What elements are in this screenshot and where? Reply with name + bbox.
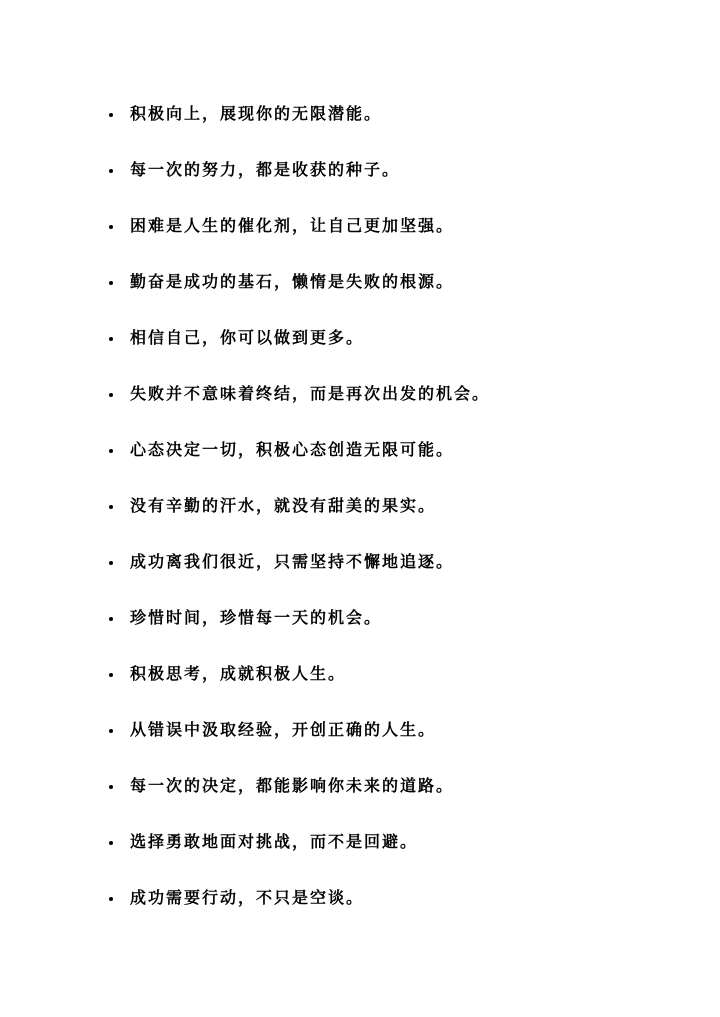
bullet-icon <box>109 673 113 677</box>
bullet-icon <box>109 281 113 285</box>
list-item-text: 成功离我们很近，只需坚持不懈地追逐。 <box>130 552 455 571</box>
list-item-text: 每一次的努力，都是收获的种子。 <box>130 160 401 179</box>
list-item <box>109 478 689 534</box>
list-item <box>109 366 689 422</box>
bullet-icon <box>109 337 113 341</box>
list-item <box>109 758 689 814</box>
bullet-icon <box>109 169 113 173</box>
list-item <box>109 422 689 478</box>
list-item <box>109 590 689 646</box>
list-item-text: 选择勇敢地面对挑战，而不是回避。 <box>130 832 419 851</box>
quote-bullet-list <box>109 86 689 926</box>
list-item-text: 困难是人生的催化剂，让自己更加坚强。 <box>130 216 455 235</box>
list-item-text: 相信自己，你可以做到更多。 <box>130 328 365 347</box>
list-item-text: 勤奋是成功的基石，懒惰是失败的根源。 <box>130 272 455 291</box>
list-item-text: 从错误中汲取经验，开创正确的人生。 <box>130 720 437 739</box>
list-item <box>109 86 689 142</box>
list-item-text: 失败并不意味着终结，而是再次出发的机会。 <box>130 384 491 403</box>
bullet-icon <box>109 505 113 509</box>
list-item-text: 心态决定一切，积极心态创造无限可能。 <box>130 440 455 459</box>
bullet-icon <box>109 393 113 397</box>
list-item-text: 每一次的决定，都能影响你未来的道路。 <box>130 776 455 795</box>
list-item <box>109 198 689 254</box>
bullet-icon <box>109 841 113 845</box>
bullet-icon <box>109 785 113 789</box>
bullet-icon <box>109 561 113 565</box>
list-item-text: 积极思考，成就积极人生。 <box>130 664 347 683</box>
list-item-text: 成功需要行动，不只是空谈。 <box>130 888 365 907</box>
list-item <box>109 310 689 366</box>
bullet-icon <box>109 897 113 901</box>
list-item <box>109 534 689 590</box>
list-item-text: 没有辛勤的汗水，就没有甜美的果实。 <box>130 496 437 515</box>
list-item <box>109 646 689 702</box>
list-item-text: 积极向上，展现你的无限潜能。 <box>130 104 383 123</box>
list-item <box>109 254 689 310</box>
bullet-icon <box>109 729 113 733</box>
list-item-text: 珍惜时间，珍惜每一天的机会。 <box>130 608 383 627</box>
bullet-icon <box>109 225 113 229</box>
bullet-icon <box>109 449 113 453</box>
bullet-icon <box>109 617 113 621</box>
list-item <box>109 814 689 870</box>
list-item <box>109 702 689 758</box>
list-item <box>109 870 689 926</box>
list-item <box>109 142 689 198</box>
bullet-icon <box>109 113 113 117</box>
